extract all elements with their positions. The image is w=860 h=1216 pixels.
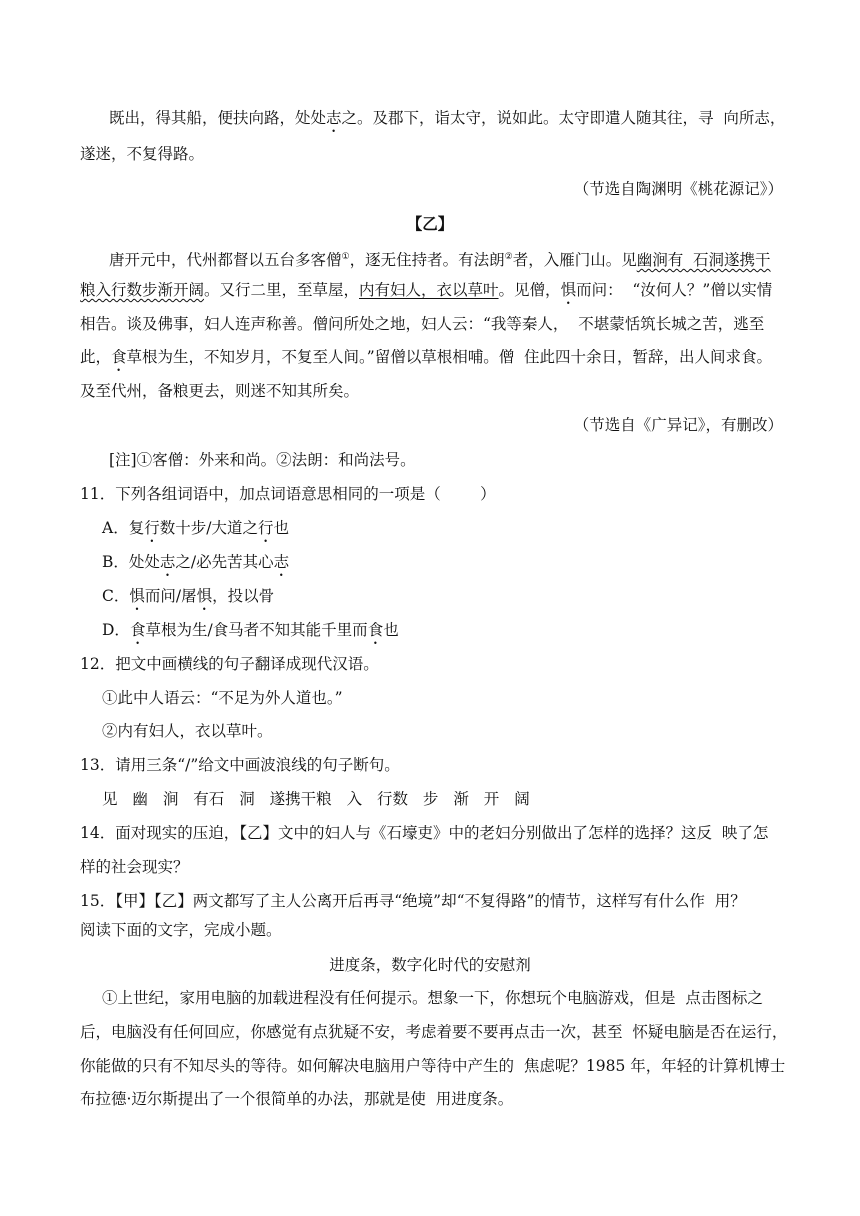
q11-option-a: A．复行数十步/大道之行也 bbox=[102, 519, 289, 537]
reading-line-1: ①上世纪，家用电脑的加载进程没有任何提示。想象一下，你想玩个电脑游戏，但是 点击图标之 bbox=[102, 989, 763, 1007]
q12-sentence-2: ②内有妇人，衣以草叶。 bbox=[102, 722, 273, 740]
jia-source: （节选自陶渊明《桃花源记》） bbox=[573, 180, 783, 198]
reading-line-2: 后，电脑没有任何回应，你感觉有点犹疑不安，考虑着要不要再点击一次，甚至 怀疑电脑是否在运行， bbox=[80, 1023, 788, 1041]
yi-heading: 【乙】 bbox=[406, 214, 454, 233]
reading-line-3: 你能做的只有不知尽头的等待。如何解决电脑用户等待中产生的 焦虑呢？1985 年，年轻的计算机博士 bbox=[80, 1057, 786, 1075]
q12-sentence-1: ①此中人语云：“不足为外人道也。” bbox=[102, 689, 343, 707]
yi-line-3: 相告。谈及佛事，妇人连声称善。僧问所处之地，妇人云：“我等秦人， 不堪蒙恬筑长城之苦，逃至 bbox=[80, 315, 765, 333]
q15-line-1: 15．【甲】【乙】两文都写了主人公离开后再寻“绝境”却“不复得路”的情节，这样写有什么作 用？ bbox=[80, 892, 746, 910]
reading-intro: 阅读下面的文字，完成小题。 bbox=[80, 921, 282, 939]
q13-text: 见 幽 涧 有石 洞 遂携干粮 入 行数 步 渐 开 阔 bbox=[102, 790, 530, 808]
yi-note: [注]①客僧：外来和尚。②法朗：和尚法号。 bbox=[109, 451, 416, 469]
q11-option-c: C．惧而问/屠惧，投以骨 bbox=[102, 587, 275, 605]
yi-line-2: 粮入行数步渐开阔。又行二里，至草屋，内有妇人，衣以草叶。见僧，惧而问： “汝何人？”僧以实情 bbox=[80, 281, 773, 299]
yi-line-1: 唐开元中，代州都督以五台多客僧①，逐无住持者。有法朗②者，入雁门山。见幽涧有 石洞遂携干 bbox=[109, 251, 771, 269]
jia-line-1: 既出，得其船，便扶向路，处处志之。及郡下，诣太守，说如此。太守即遣人随其往，寻 向所志， bbox=[109, 109, 786, 127]
q13-stem: 13．请用三条“/”给文中画波浪线的句子断句。 bbox=[80, 756, 400, 774]
q11-option-b: B．处处志之/必先苦其心志 bbox=[102, 553, 290, 571]
q11-stem: 11．下列各组词语中，加点词语意思相同的一项是（ ） bbox=[80, 485, 496, 503]
q14-line-1: 14．面对现实的压迫，【乙】文中的妇人与《石壕吏》中的老妇分别做出了怎样的选择？这反 映了怎 bbox=[80, 824, 769, 842]
reading-line-4: 布拉德·迈尔斯提出了一个很简单的办法，那就是使 用进度条。 bbox=[80, 1090, 514, 1108]
jia-line-2: 遂迷，不复得路。 bbox=[80, 145, 205, 163]
q11-option-d: D．食草根为生/食马者不知其能千里而食也 bbox=[102, 621, 399, 639]
reading-title: 进度条，数字化时代的安慰剂 bbox=[329, 956, 531, 974]
q12-stem: 12．把文中画横线的句子翻译成现代汉语。 bbox=[80, 655, 379, 673]
yi-line-5: 及至代州，备粮更去，则迷不知其所矣。 bbox=[80, 382, 360, 400]
yi-source: （节选自《广异记》，有删改） bbox=[573, 416, 783, 434]
yi-line-4: 此，食草根为生，不知岁月，不复至人间。”留僧以草根相哺。僧 住此四十余日，暂辞，出人间求食。 bbox=[80, 348, 773, 366]
q14-line-2: 样的社会现实？ bbox=[80, 858, 189, 876]
